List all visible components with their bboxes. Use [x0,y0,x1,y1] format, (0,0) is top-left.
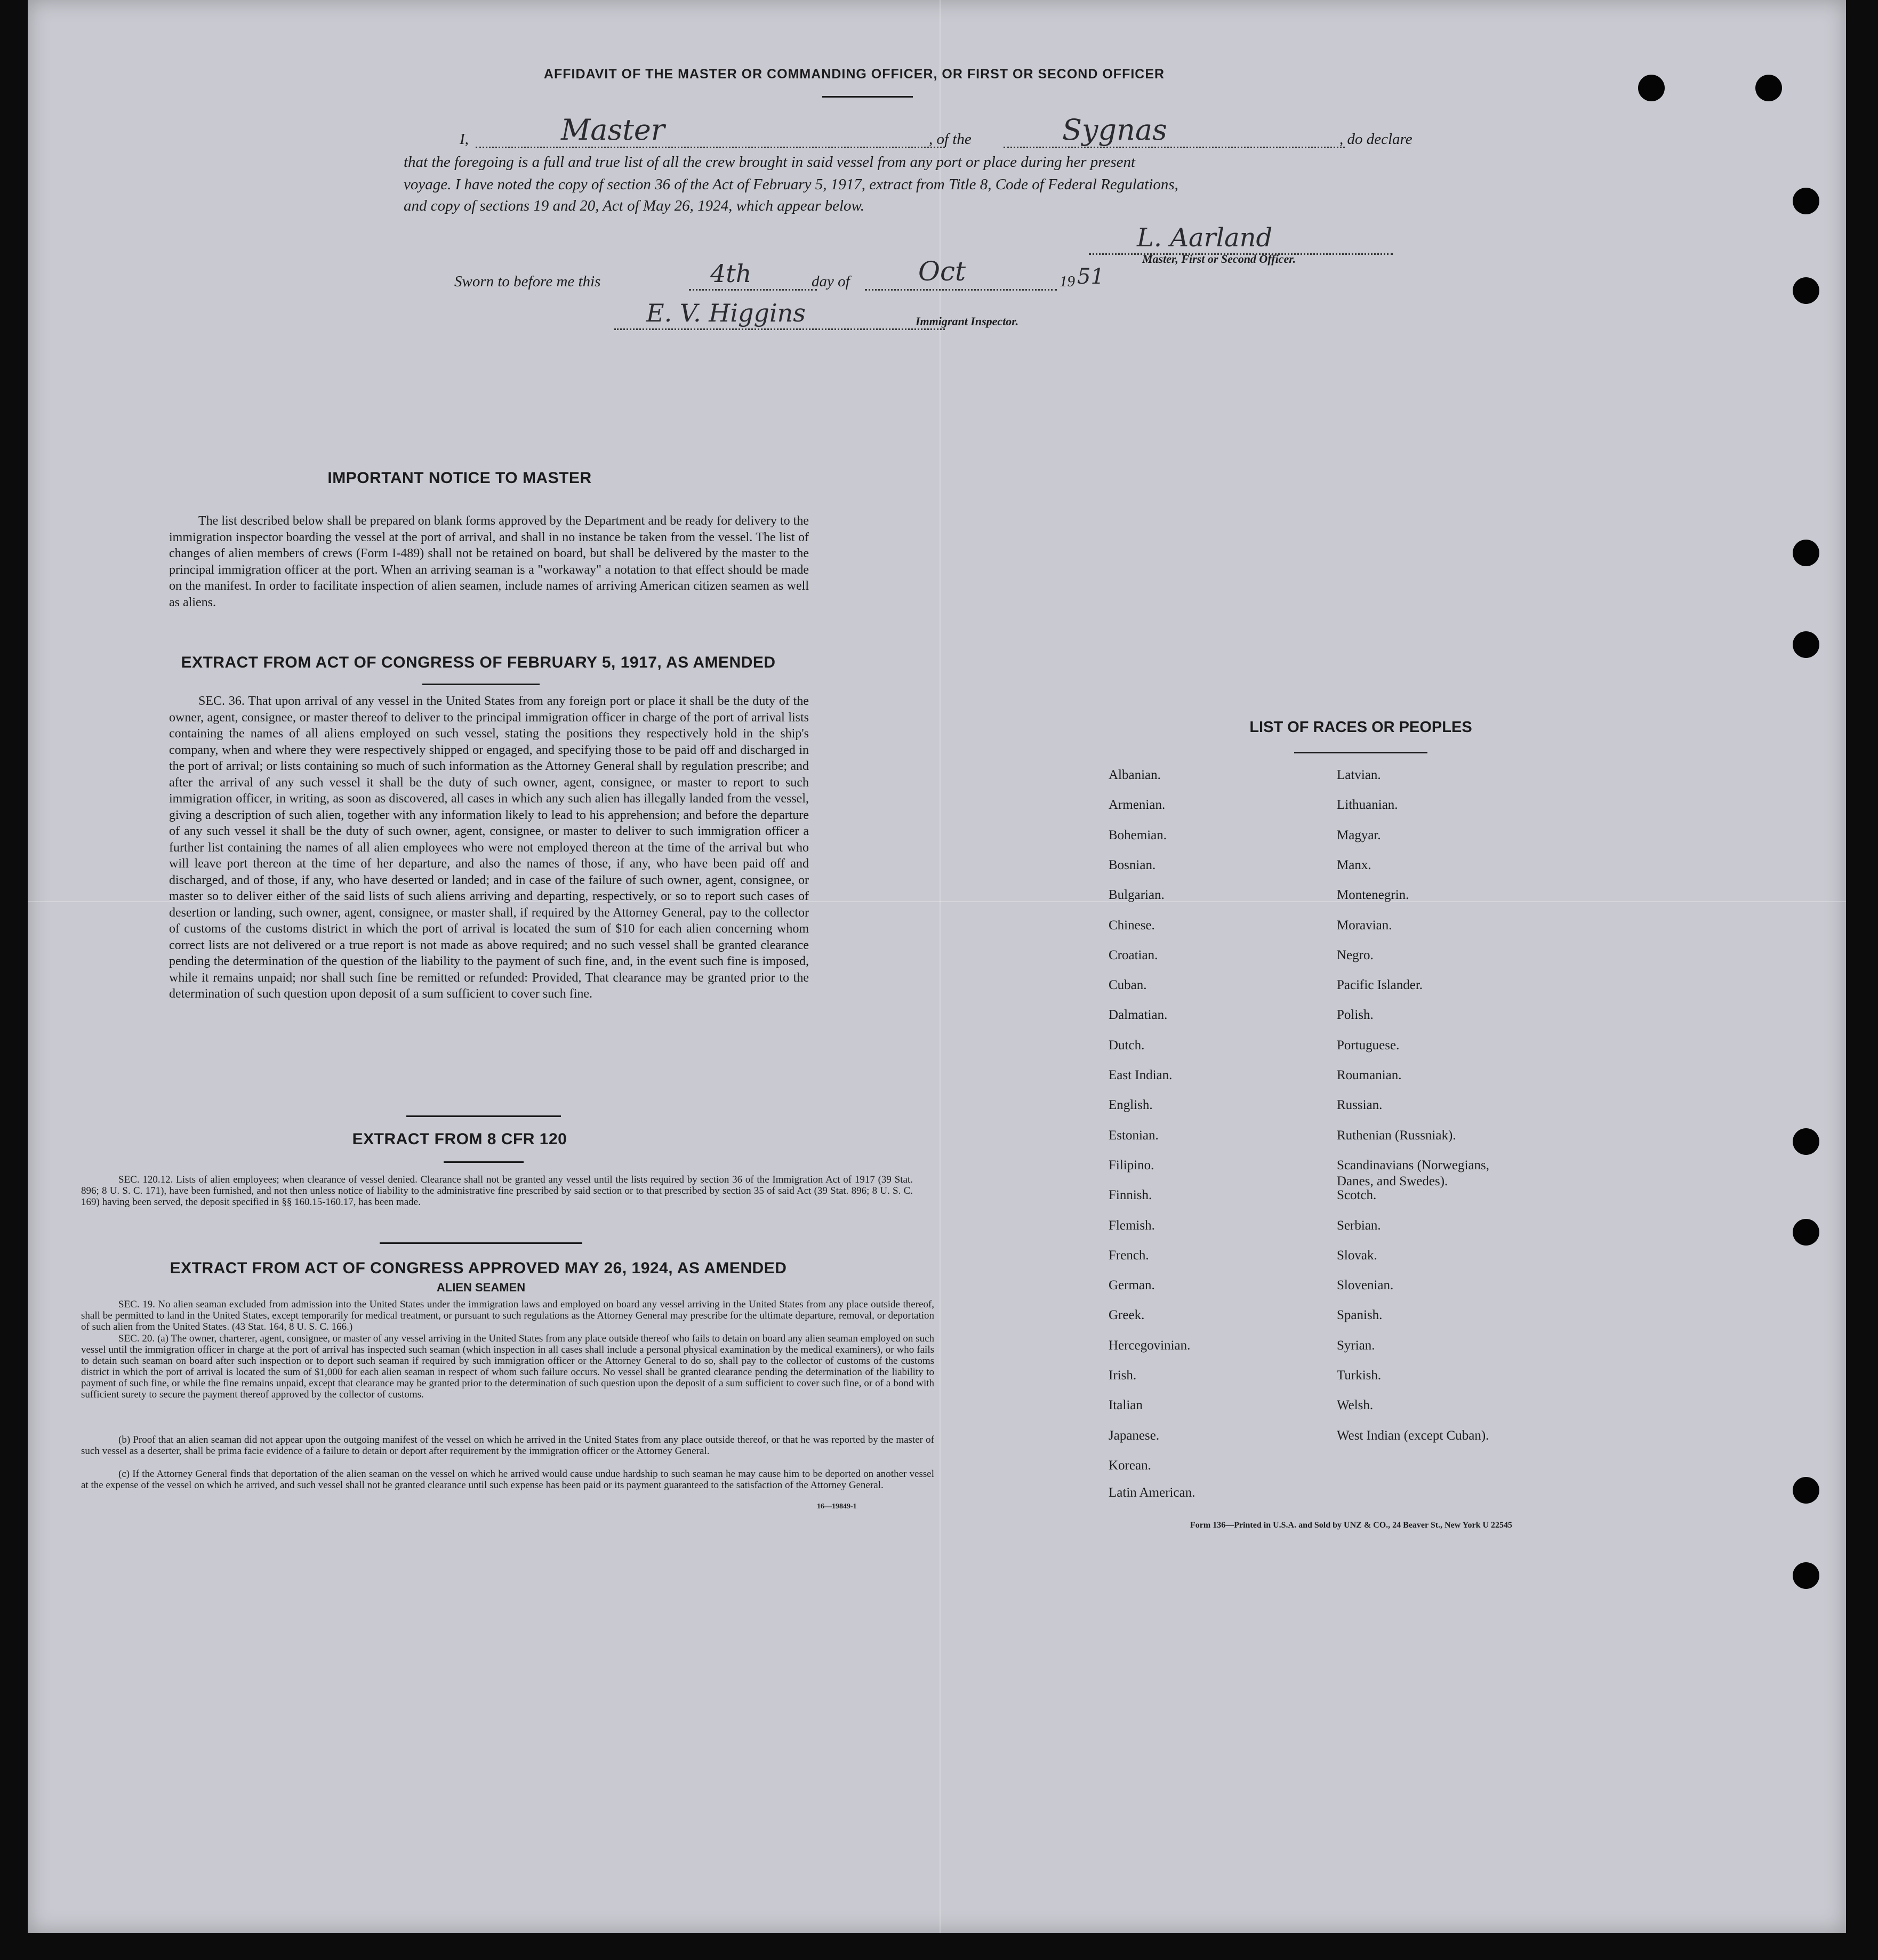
race-item: Albanian. [1109,768,1161,782]
race-item: Bulgarian. [1109,888,1165,903]
race-item: Roumanian. [1337,1068,1402,1082]
race-item: Croatian. [1109,947,1158,962]
race-item: Danes, and Swedes). [1337,1174,1448,1188]
race-item: Finnish. [1109,1188,1152,1203]
race-item: Bohemian. [1109,828,1167,842]
race-item: East Indian. [1109,1068,1173,1082]
race-item: Syrian. [1337,1338,1375,1353]
race-item: Chinese. [1109,918,1155,933]
section-rule [422,684,540,685]
race-item: Slovenian. [1337,1278,1394,1293]
extract-1924-title: EXTRACT FROM ACT OF CONGRESS APPROVED MAY 26, 1924, AS AMENDED [170,1259,787,1277]
punch-hole [1793,631,1819,658]
race-item: Serbian. [1337,1218,1381,1233]
day-handwriting: 4th [710,259,752,288]
race-item: Dalmatian. [1109,1008,1168,1023]
signature-caption: Master, First or Second Officer. [1142,252,1296,266]
race-item: Portuguese. [1337,1038,1400,1053]
race-item: German. [1109,1278,1155,1293]
race-item: Moravian. [1337,918,1392,933]
race-item: Polish. [1337,1008,1374,1023]
name-line [476,147,945,148]
master-handwriting: Master [561,113,665,147]
race-item: Pacific Islander. [1337,978,1423,993]
vessel-line [1004,147,1345,148]
extract-1924-p2: SEC. 20. (a) The owner, charterer, agent, consignee, or master of any vessel arriving in the United States from any place outside thereof who fails to detain on board any alien seaman employed on such vessel until the immigration officer in charge at the port of arrival has inspected such seaman (which inspection in all cases shall include a personal physical examination by the medical examiners), or who fails to detain such seaman on board after such inspection or to deport such seaman if required by such immigration officer or the Attorney General to do so, shall pay to the collector of customs of the customs district in which the port of arrival is located the sum of $1,000 for each alien seaman in respect of whom such failure occurs. No vessel shall be granted clearance pending the determination of the liability to payment of such fine, or while the fine remains unpaid, except that clearance may be granted prior to the determination of such question upon the deposit of a sum sufficient to cover such fine, or of a bond with sufficient surety to secure the payment thereof approved by the collector of customs. [81,1333,934,1400]
affidavit-line-4: and copy of sections 19 and 20, Act of May 26, 1924, which appear below. [404,197,864,214]
race-item: Italian [1109,1398,1143,1413]
affidavit-line-3: voyage. I have noted the copy of section 36 of the Act of February 5, 1917, extract from Title 8, Code of Federal Regulations, [404,176,1178,193]
document-page [28,0,1846,1933]
year-handwriting: 51 [1077,264,1104,289]
punch-hole [1793,277,1819,304]
race-item: West Indian (except Cuban). [1337,1428,1489,1443]
race-item: Scotch. [1337,1188,1377,1203]
race-item: Greek. [1109,1308,1145,1323]
race-item: Latvian. [1337,768,1381,782]
race-item: Latin American. [1109,1485,1195,1500]
extract-1924-subtitle: ALIEN SEAMEN [436,1281,526,1294]
race-item: Flemish. [1109,1218,1155,1233]
races-rule [1294,752,1427,753]
race-item: Slovak. [1337,1248,1377,1263]
race-item: Ruthenian (Russniak). [1337,1128,1456,1143]
affidavit-of-the: , of the [929,131,972,148]
punch-hole [1755,75,1782,101]
punch-hole [1793,1477,1819,1504]
race-item: Montenegrin. [1337,888,1409,903]
race-item: Filipino. [1109,1158,1154,1172]
inspector-line [614,328,945,330]
race-item: Lithuanian. [1337,798,1398,813]
race-item: Cuban. [1109,978,1147,993]
race-item: Dutch. [1109,1038,1145,1053]
sworn-prefix: Sworn to before me this [454,273,601,290]
race-item: Japanese. [1109,1428,1160,1443]
affidavit-declare: , do declare [1339,131,1412,148]
master-signature: L. Aarland [1137,223,1273,253]
punch-hole [1793,1562,1819,1589]
cfr-title: EXTRACT FROM 8 CFR 120 [352,1130,567,1148]
extract-1917-text: SEC. 36. That upon arrival of any vessel in the United States from any foreign port or place it shall be the duty of the owner, agent, consignee, or master thereof to deliver to the principal immigration officer in charge of the port of arrival lists containing the names of all aliens employed on such vessel, stating the positions they respectively hold in the ship's company, when and where they were respectively shipped or engaged, and specifying those to be paid off and discharged in the port of arrival; or lists containing so much of such information as the Attorney General shall by regulation prescribe; and after the arrival of any such vessel it shall be the duty of such owner, agent, consignee, or master to report to such immigration officer, in writing, as soon as discovered, all cases in which any such alien has illegally landed from the vessel, giving a description of such alien, together with any information likely to lead to his apprehension; and before the departure of any such vessel it shall be the duty of such owner, agent, consignee, or master to deliver to such immigration officer a further list containing the names of all alien employees who were not employed thereon at the time of the arrival but who will leave port thereon at the time of her departure, and also the names of those, if any, who have been paid off and discharged, and of those, if any, who have deserted or landed; and in case of the failure of such owner, agent, consignee, or master so to deliver either of the said lists of such aliens arriving and departing, respectively, or so to report such cases of desertion or landing, such owner, agent, consignee, or master shall, if required by the Attorney General, pay to the collector of customs of the customs district in which the port of arrival is located the sum of $10 for each alien concerning whom correct lists are not delivered or a true report is not made as above required; and no such vessel shall be granted clearance pending the determination of the question of the liability to the payment of such fine, and, in the event such fine is imposed, while it remains unpaid; nor shall such fine be remitted or refunded: Provided, That clearance may be granted prior to the determination of such question upon deposit of a sum sufficient to cover such fine. [169,694,809,1001]
punch-hole [1793,188,1819,214]
race-item: Spanish. [1337,1308,1383,1323]
races-title: LIST OF RACES OR PEOPLES [1249,719,1472,736]
day-of: day of [812,273,850,290]
race-item: Hercegovinian. [1109,1338,1191,1353]
race-item: Negro. [1337,947,1374,962]
punch-hole [1793,1128,1819,1155]
race-item: Armenian. [1109,798,1166,813]
section-rule [444,1161,524,1163]
extract-1924-p1: SEC. 19. No alien seaman excluded from admission into the United States under the immigration laws and employed on board any vessel arriving in the United States from any place outside thereof, shall be permitted to land in the United States, except temporarily for medical treatment, or pursuant to such regulations as the Attorney General may prescribe for the ultimate departure, removal, or deportation of such alien from the United States. (43 Stat. 164, 8 U. S. C. 166.) [81,1299,934,1332]
affidavit-line-2: that the foregoing is a full and true list of all the crew brought in said vessel from any port or place during her present [404,154,1136,171]
punch-hole [1638,75,1665,101]
race-item: Russian. [1337,1098,1383,1113]
race-item: French. [1109,1248,1149,1263]
extract-1924-p4: (c) If the Attorney General finds that deportation of the alien seaman on the vessel on which he arrived would cause undue hardship to such seaman he may cause him to be deported on another vessel at the expense of the vessel on which he arrived, and such vessel shall not be granted clearance until such expense has been paid or its payment guaranteed to the satisfaction of the Attorney General. [81,1468,934,1491]
punch-hole [1793,540,1819,566]
race-item: Magyar. [1337,828,1381,842]
inspector-signature: E. V. Higgins [646,299,806,327]
month-handwriting: Oct [918,256,966,287]
race-item: Scandinavians (Norwegians, [1337,1158,1490,1172]
race-item: Manx. [1337,857,1371,872]
vessel-handwriting: Sygnas [1062,113,1167,147]
race-item: Welsh. [1337,1398,1374,1413]
extract-1924-p3: (b) Proof that an alien seaman did not appear upon the outgoing manifest of the vessel on which he arrived in the United States from any place outside thereof, or that he was reported by the master of such vessel as a deserter, shall be prima facie evidence of a failure to detain or deport after requirement by the immigration officer or the Attorney General. [81,1434,934,1457]
form-note: Form 136—Printed in U.S.A. and Sold by UNZ & CO., 24 Beaver St., New York U 22545 [1190,1521,1513,1530]
race-item: Korean. [1109,1458,1151,1473]
title-rule [822,96,913,98]
race-item: Irish. [1109,1368,1137,1383]
day-line [689,289,817,291]
form-code: 16—19849-1 [817,1503,857,1511]
inspector-caption: Immigrant Inspector. [916,315,1019,328]
race-item: Bosnian. [1109,857,1156,872]
race-item: Turkish. [1337,1368,1382,1383]
notice-title: IMPORTANT NOTICE TO MASTER [327,469,592,487]
year-prefix: 19 [1060,273,1075,290]
punch-hole [1793,1219,1819,1246]
extract-1917-title: EXTRACT FROM ACT OF CONGRESS OF FEBRUARY 5, 1917, AS AMENDED [181,654,776,671]
affidavit-i: I, [460,131,469,148]
notice-text: The list described below shall be prepared on blank forms approved by the Department and be ready for delivery to the immigration inspector boarding the vessel at the port of arrival, and shall in no instance be taken from the vessel. The list of changes of alien members of crews (Form I-489) shall not be retained on board, but shall be delivered by the master to the principal immigration officer at the port. When an arriving seaman is a "workaway" a notation to that effect should be made on the manifest. In order to facilitate inspection of alien seamen, include names of arriving American citizen seamen as well as aliens. [169,514,809,609]
affidavit-title: AFFIDAVIT OF THE MASTER OR COMMANDING OFFICER, OR FIRST OR SECOND OFFICER [543,67,1165,82]
race-item: Estonian. [1109,1128,1159,1143]
month-line [865,289,1057,291]
race-item: English. [1109,1098,1153,1113]
section-rule [380,1242,582,1244]
cfr-text: SEC. 120.12. Lists of alien employees; when clearance of vessel denied. Clearance shall not be granted any vessel until the lists required by section 36 of the Immigration Act of 1917 (39 Stat. 896; 8 U. S. C. 171), have been furnished, and not then unless notice of liability to the administrative fine prescribed by said section or to that prescribed by section 35 of said Act (39 Stat. 896; 8 U. S. C. 169) having been served, the deposit specified in §§ 160.15-160.17, has been made. [81,1174,913,1208]
section-rule [406,1115,561,1117]
